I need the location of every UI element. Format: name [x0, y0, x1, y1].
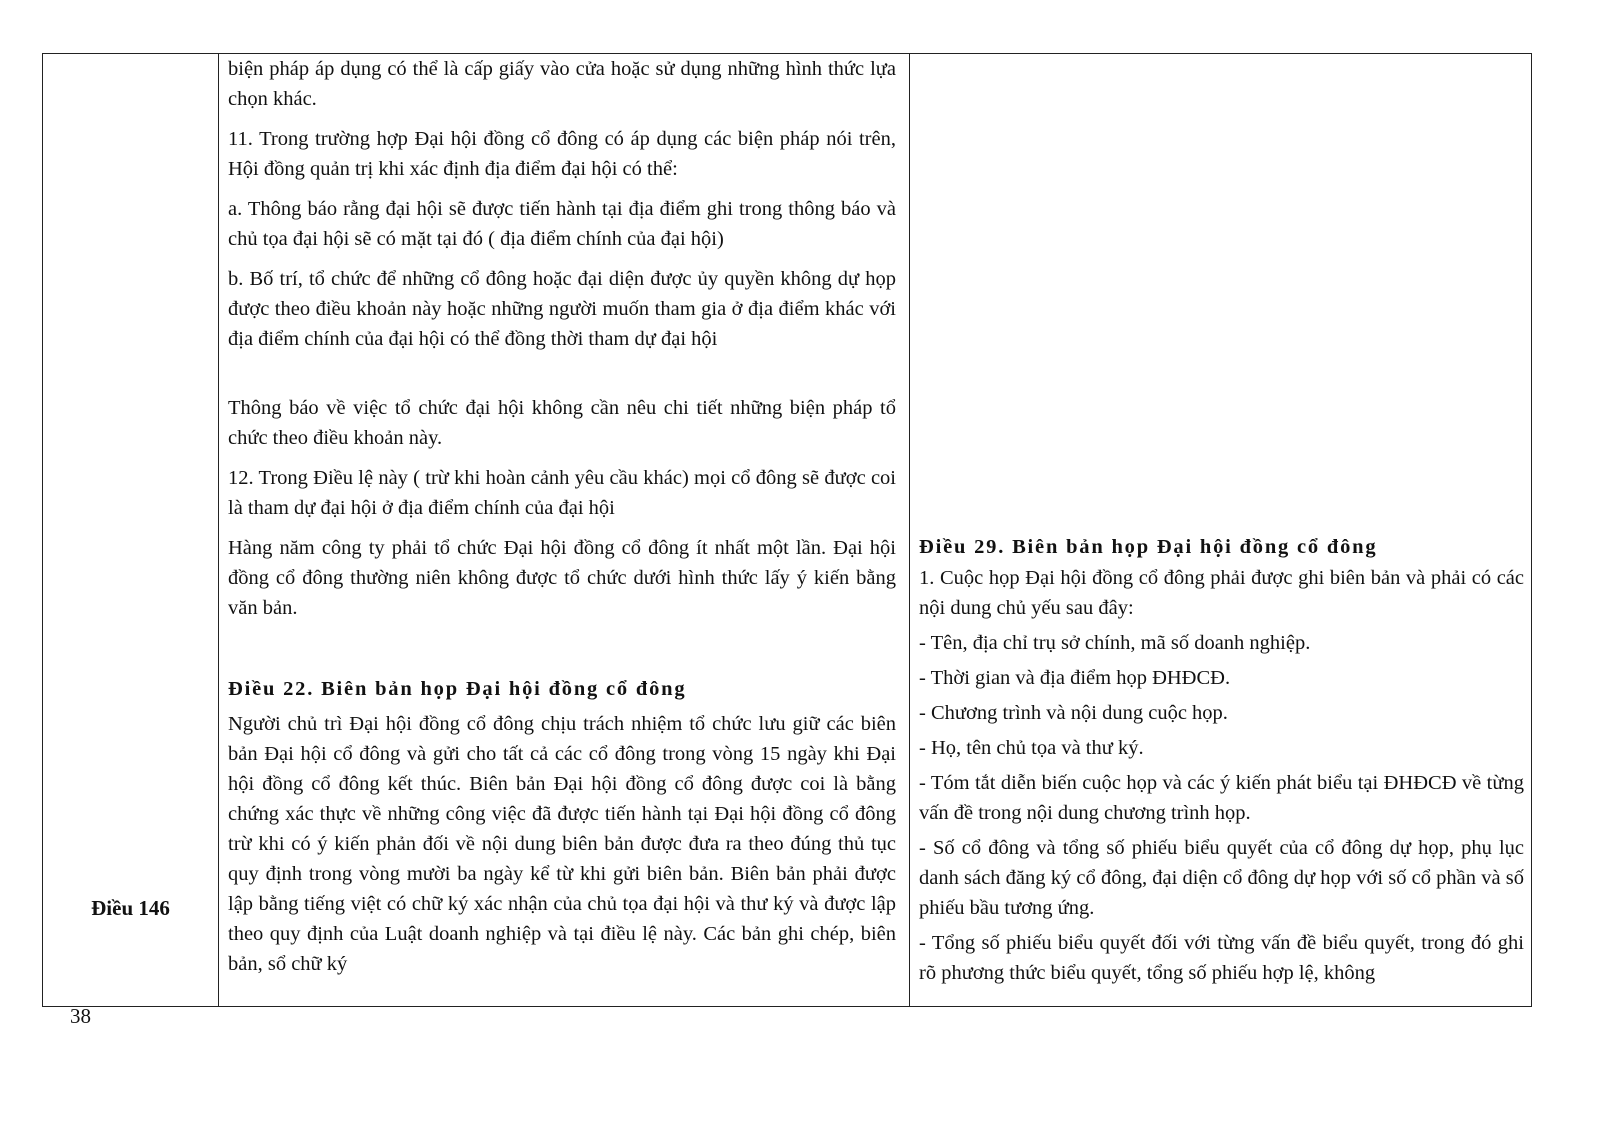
page-number: 38 [70, 1004, 91, 1028]
paragraph: a. Thông báo rằng đại hội sẽ được tiến hành tại địa điểm ghi trong thông báo và chủ tọa đại hội sẽ có mặt tại đó ( địa điểm chính của đại hội) [228, 198, 896, 250]
column-divider [909, 54, 910, 1006]
section-heading: Điều 29. Biên bản họp Đại hội đồng cổ đông [919, 536, 1378, 558]
list-item: - Tóm tắt diễn biến cuộc họp và các ý kiến phát biểu tại ĐHĐCĐ về từng vấn đề trong nội dung chương trình họp. [919, 772, 1524, 824]
list-item: 1. Cuộc họp Đại hội đồng cổ đông phải được ghi biên bản và phải có các nội dung chủ yếu sau đây: [919, 567, 1524, 619]
paragraph: Hàng năm công ty phải tổ chức Đại hội đồng cổ đông ít nhất một lần. Đại hội đồng cổ đông thường niên không được tổ chức dưới hình thức lấy ý kiến bằng văn bản. [228, 537, 896, 619]
comparison-table [42, 53, 1532, 1007]
list-item: - Chương trình và nội dung cuộc họp. [919, 702, 1228, 724]
list-item: - Số cổ đông và tổng số phiếu biểu quyết của cổ đông dự họp, phụ lục danh sách đăng ký cổ đông, đại diện cổ đông dự họp với số cổ phần và số phiếu bầu tương ứng. [919, 837, 1524, 919]
list-item: - Họ, tên chủ tọa và thư ký. [919, 737, 1144, 759]
list-item: - Tổng số phiếu biểu quyết đối với từng vấn đề biểu quyết, trong đó ghi rõ phương thức biểu quyết, tổng số phiếu hợp lệ, không [919, 932, 1524, 984]
paragraph: 11. Trong trường hợp Đại hội đồng cổ đông có áp dụng các biện pháp nói trên, Hội đồng quản trị khi xác định địa điểm đại hội có thể: [228, 128, 896, 180]
column-divider [218, 54, 219, 1006]
list-item: - Tên, địa chỉ trụ sở chính, mã số doanh nghiệp. [919, 632, 1311, 654]
paragraph: 12. Trong Điều lệ này ( trừ khi hoàn cảnh yêu cầu khác) mọi cổ đông sẽ được coi là tham dự đại hội ở địa điểm chính của đại hội [228, 467, 896, 519]
article-label: Điều 146 [91, 896, 170, 920]
section-heading: Điều 22. Biên bản họp Đại hội đồng cổ đông [228, 678, 687, 700]
section-body: Người chủ trì Đại hội đồng cổ đông chịu trách nhiệm tổ chức lưu giữ các biên bản Đại hội cổ đông và gửi cho tất cả các cổ đông trong vòng 15 ngày khi Đại hội đồng cổ đông kết thúc. Biên bản Đại hội đồng cổ đông được coi là bằng chứng xác thực về những công việc đã được tiến hành tại Đại hội đồng cổ đông trừ khi có ý kiến phản đối về nội dung biên bản được đưa ra theo đúng thủ tục quy định trong vòng mười ba ngày kể từ khi gửi biên bản. Biên bản phải được lập bằng tiếng việt có chữ ký xác nhận của chủ tọa đại hội và thư ký và được lập theo quy định của Luật doanh nghiệp và tại điều lệ này. Các bản ghi chép, biên bản, sổ chữ ký [228, 713, 896, 975]
paragraph: b. Bố trí, tổ chức để những cổ đông hoặc đại diện được ủy quyền không dự họp được theo điều khoản này hoặc những người muốn tham gia ở địa điểm khác với địa điểm chính của đại hội có thể đồng thời tham dự đại hội [228, 268, 896, 350]
list-item: - Thời gian và địa điểm họp ĐHĐCĐ. [919, 667, 1231, 689]
paragraph: Thông báo về việc tổ chức đại hội không cần nêu chi tiết những biện pháp tổ chức theo điều khoản này. [228, 397, 896, 449]
paragraph: biện pháp áp dụng có thể là cấp giấy vào cửa hoặc sử dụng những hình thức lựa chọn khác. [228, 58, 896, 110]
